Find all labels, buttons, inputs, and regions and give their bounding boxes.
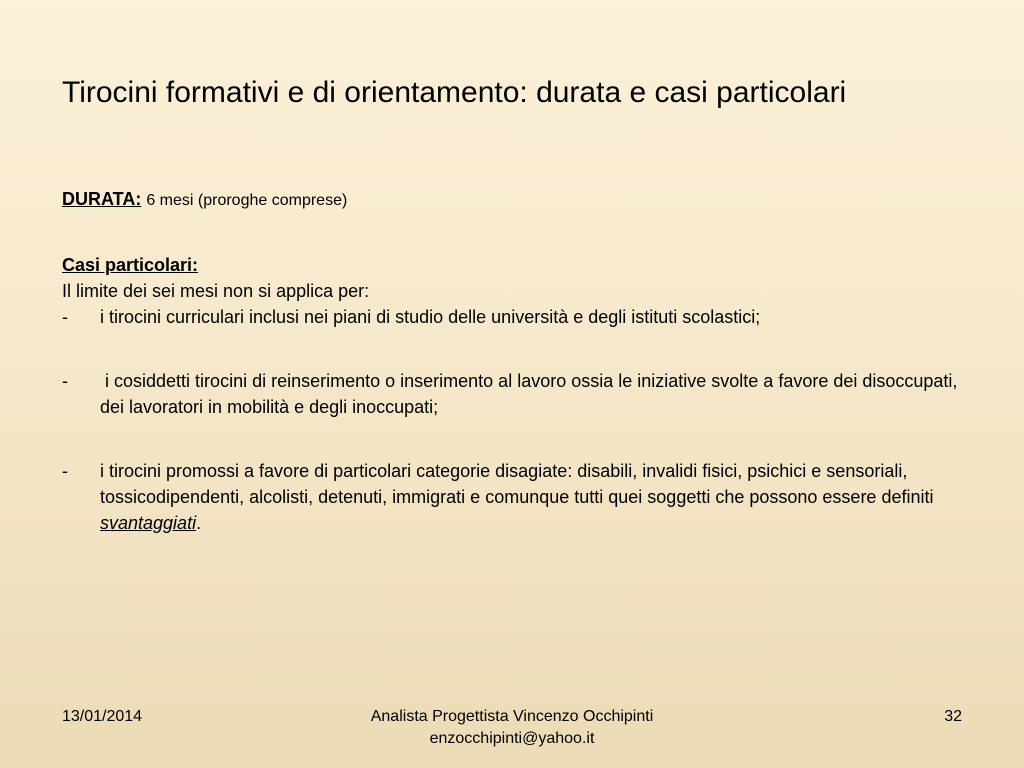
footer-date: 13/01/2014 [62, 708, 143, 725]
bullet-text: i tirocini curriculari inclusi nei piani di studio delle università e degli istituti scolastici; [100, 307, 761, 327]
footer-author-name: Analista Progettista Vincenzo Occhipinti [370, 708, 654, 725]
bullet-end: . [196, 513, 202, 533]
bullet-text: i cosiddetti tirocini di reinserimento o inserimento al lavoro ossia le iniziative svolte a favore dei disoccupati, dei lavoratori in mobilità e degli inoccupati; [100, 371, 963, 417]
durata-label: DURATA: [62, 189, 142, 209]
footer-author [0, 706, 1024, 750]
footer-page-number: 32 [944, 708, 962, 725]
bullet-marker: - [62, 461, 68, 481]
bullet-marker: - [62, 371, 68, 391]
svantaggiati-emphasis: svantaggiati [100, 513, 197, 533]
slide-body [62, 186, 962, 536]
bullet-item-2 [62, 368, 962, 420]
slide-title: Tirocini formativi e di orientamento: durata e casi particolari [62, 76, 847, 109]
bullet-item-3 [62, 458, 962, 536]
bullet-item-1 [62, 304, 962, 330]
bullet-marker: - [62, 307, 68, 327]
casi-heading: Casi particolari: [62, 255, 199, 275]
footer-author-email: enzocchipinti@yahoo.it [429, 730, 595, 747]
intro-text: Il limite dei sei mesi non si applica per: [62, 281, 370, 301]
durata-text: 6 mesi (proroghe comprese) [146, 192, 348, 209]
durata-line [62, 186, 962, 214]
bullet-text: i tirocini promossi a favore di particolari categorie disagiate: disabili, invalidi fisici, psichici e sensoriali, tossicodipendenti, alcolisti, detenuti, immigrati e comunque tutti quei soggetti che possono essere definiti [100, 461, 934, 507]
